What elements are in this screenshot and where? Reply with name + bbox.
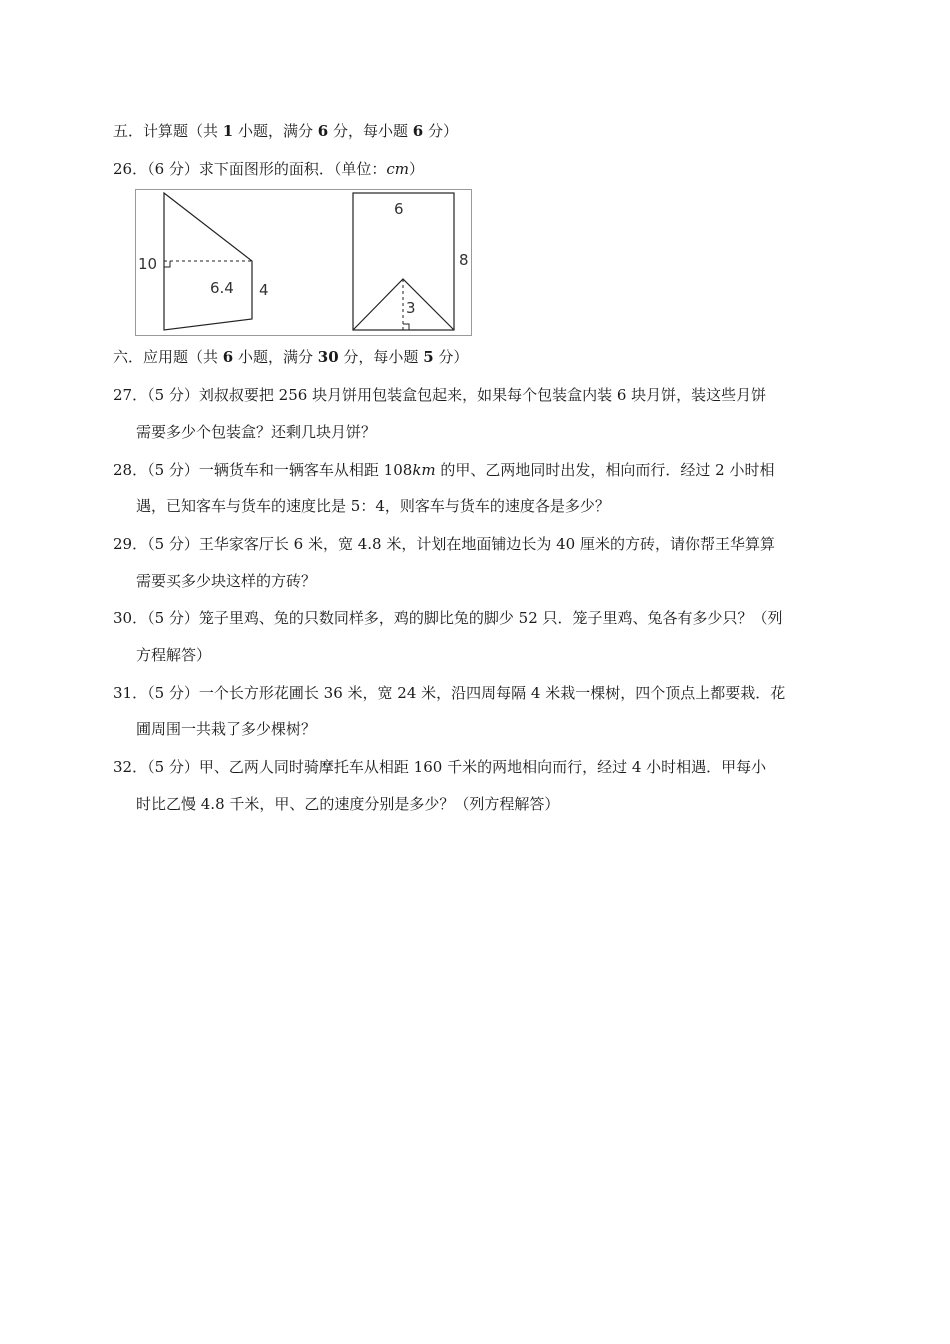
section-5-title — [113, 121, 458, 141]
section-6-total: 30 — [317, 348, 339, 366]
section-5-count: 1 — [222, 122, 234, 140]
question-29-line-2: 需要买多少块这样的方砖？ — [136, 572, 317, 590]
label-left-right: 4 — [259, 281, 269, 299]
triangle-right-angle — [403, 324, 409, 330]
question-31-line-2: 圃周围一共栽了多少棵树？ — [136, 720, 317, 738]
figure-frame — [136, 190, 472, 336]
question-31-line-1: 31．（5 分）一个长方形花圃长 36 米，宽 24 米，沿四周每隔 4 米栽一棵树，四个顶点上都要栽．花 — [113, 684, 786, 702]
question-26-close: ） — [409, 160, 425, 178]
question-27-line-2: 需要多少个包装盒？还剩几块月饼？ — [136, 423, 377, 441]
question-32-line-1: 32．（5 分）甲、乙两人同时骑摩托车从相距 160 千米的两地相向而行，经过 4 小时相遇．甲每小 — [113, 758, 767, 776]
question-28-line-1 — [113, 460, 775, 480]
question-28-line-1b: 的甲、乙两地同时出发，相向而行．经过 2 小时相 — [435, 461, 775, 479]
label-right-top: 6 — [394, 200, 404, 218]
question-27-line-1: 27．（5 分）刘叔叔要把 256 块月饼用包装盒包起来，如果每个包装盒内装 6 块月饼，装这些月饼 — [113, 386, 767, 404]
section-6-count: 6 — [222, 348, 234, 366]
section-6-prefix: 六．应用题（共 — [113, 348, 223, 366]
question-30-line-1: 30．（5 分）笼子里鸡、兔的只数同样多，鸡的脚比兔的脚少 52 只．笼子里鸡、兔各有多少只？（列 — [113, 609, 783, 627]
section-6-title — [113, 347, 468, 367]
section-5-total: 6 — [317, 122, 329, 140]
section-6-mid1: 小题，满分 — [233, 348, 318, 366]
section-6-suffix: 分） — [433, 348, 469, 366]
section-5-prefix: 五．计算题（共 — [113, 122, 223, 140]
label-right-tri: 3 — [406, 299, 416, 317]
section-5-mid2: 分，每小题 — [328, 122, 413, 140]
question-32-line-2: 时比乙慢 4.8 千米，甲、乙的速度分别是多少？（列方程解答） — [136, 795, 560, 813]
section-6-each: 5 — [423, 348, 434, 366]
section-5-mid1: 小题，满分 — [233, 122, 318, 140]
question-28-line-1a: 28．（5 分）一辆货车和一辆客车从相距 108 — [113, 461, 413, 479]
question-29-line-1: 29．（5 分）王华家客厅长 6 米，宽 4.8 米，计划在地面铺边长为 40 厘米的方砖，请你帮王华算算 — [113, 535, 775, 553]
question-26-figure — [135, 189, 472, 336]
label-right-side: 8 — [459, 251, 469, 269]
section-5-each: 6 — [412, 122, 424, 140]
trapezoid-right-angle — [164, 261, 170, 267]
question-28-unit: km — [412, 461, 436, 479]
question-26-unit: cm — [386, 160, 410, 178]
question-26 — [113, 159, 424, 179]
question-30-line-2: 方程解答） — [136, 646, 212, 664]
label-left-mid: 6.4 — [210, 279, 234, 297]
section-6-mid2: 分，每小题 — [338, 348, 424, 366]
question-26-text: 26．（6 分）求下面图形的面积．（单位： — [113, 160, 387, 178]
label-left-height: 10 — [138, 255, 158, 273]
question-28-line-2: 遇，已知客车与货车的速度比是 5：4，则客车与货车的速度各是多少？ — [136, 497, 610, 515]
section-5-suffix: 分） — [423, 122, 458, 140]
